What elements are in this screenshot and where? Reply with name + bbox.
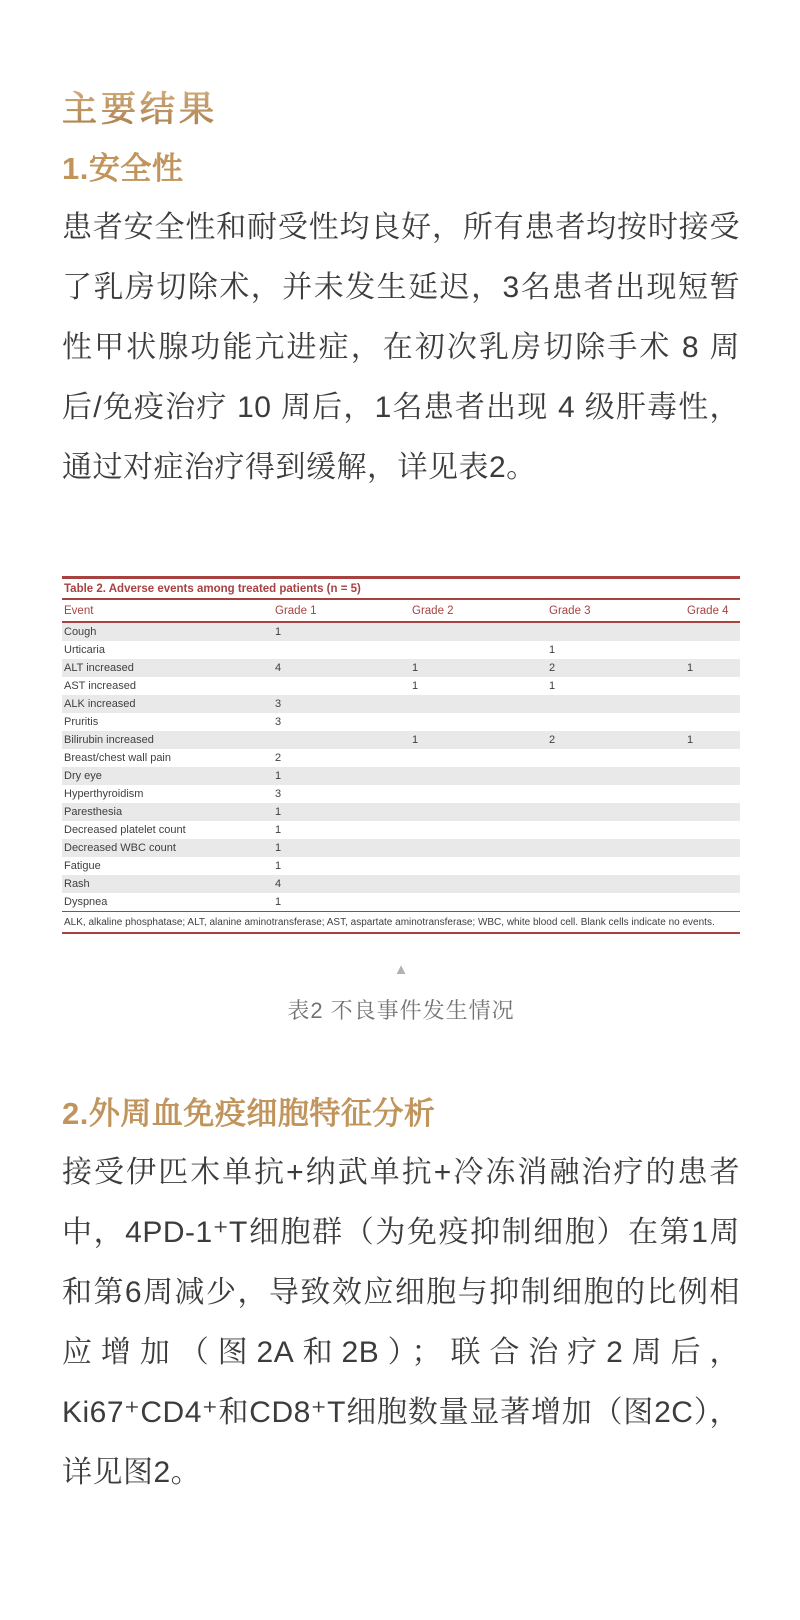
table-cell (410, 785, 547, 803)
table-row (62, 695, 740, 713)
table-cell (410, 893, 547, 911)
table-cell: 1 (275, 769, 282, 782)
table-cell (685, 821, 740, 839)
table-cell: 3 (275, 715, 282, 728)
table-row (62, 659, 740, 677)
table-cell (410, 623, 547, 641)
table-cell: Bilirubin increased (64, 733, 154, 746)
table-caption: 表2 不良事件发生情况 (287, 997, 515, 1023)
table-cell (410, 875, 547, 893)
collapse-triangle-icon: ▲ (393, 960, 409, 978)
table-cell: 1 (275, 895, 282, 908)
table-cell (410, 803, 547, 821)
table-cell (685, 749, 740, 767)
table-cell (685, 677, 740, 695)
table-cell: Pruritis (64, 715, 99, 728)
table-column-header: Grade 4 (687, 604, 729, 617)
table-cell: 1 (549, 643, 556, 656)
table-row (62, 875, 740, 893)
section1-heading: 1.安全性 (62, 151, 184, 186)
table-cell: Rash (64, 877, 90, 890)
table-header-row (62, 600, 740, 623)
section1-paragraph: 患者安全性和耐受性均良好，所有患者均按时接受了乳房切除术，并未发生延迟，3名患者出现短暂性甲状腺功能亢进症，在初次乳房切除手术 8 周后/免疫治疗 10 周后，1名患者出现 4 级肝毒性，通过对症治疗得到缓解，详见表2。 (62, 210, 740, 484)
table-cell (547, 893, 685, 911)
table-row (62, 731, 740, 749)
table-row (62, 623, 740, 641)
table-cell (410, 839, 547, 857)
table-cell (410, 767, 547, 785)
table-cell: 1 (687, 733, 694, 746)
table-cell (547, 695, 685, 713)
table-cell (685, 785, 740, 803)
table-cell: 4 (275, 661, 282, 674)
table-cell: Decreased WBC count (64, 841, 176, 854)
table-cell: 3 (275, 787, 282, 800)
table-cell (547, 875, 685, 893)
adverse-events-figure (62, 576, 740, 1025)
table-cell: 3 (275, 697, 282, 710)
table-cell: Dry eye (64, 769, 102, 782)
table-body (62, 623, 740, 911)
table-column-header: Event (64, 604, 94, 617)
table-cell (410, 713, 547, 731)
table-row (62, 893, 740, 911)
table-cell (547, 803, 685, 821)
table-cell (547, 713, 685, 731)
table-cell: Paresthesia (64, 805, 123, 818)
table-row (62, 857, 740, 875)
table-row (62, 749, 740, 767)
table-row (62, 785, 740, 803)
table-cell: 1 (275, 859, 282, 872)
table-footnote: ALK, alkaline phosphatase; ALT, alanine aminotransferase; AST, aspartate aminotransferase; WBC, white blood cell. Blank cells indicate no events. (62, 911, 740, 934)
table-cell: Decreased platelet count (64, 823, 186, 836)
table-column-header: Grade 3 (549, 604, 591, 617)
table-cell: 1 (412, 679, 419, 692)
table-cell (685, 695, 740, 713)
table-cell: 1 (412, 733, 419, 746)
table-cell (685, 839, 740, 857)
table-cell: 2 (549, 733, 556, 746)
table-cell (273, 731, 410, 749)
table-cell (410, 695, 547, 713)
table-cell (547, 857, 685, 875)
table-cell (685, 623, 740, 641)
table-column-header: Grade 2 (412, 604, 454, 617)
table-cell (685, 857, 740, 875)
table-cell (273, 641, 410, 659)
table-title: Table 2. Adverse events among treated patients (n = 5) (62, 579, 740, 600)
table-cell: 1 (412, 661, 419, 674)
table-cell: AST increased (64, 679, 136, 692)
table-cell (547, 749, 685, 767)
table-cell: Cough (64, 625, 97, 638)
table-cell: Fatigue (64, 859, 101, 872)
table-cell (685, 893, 740, 911)
table-cell (685, 713, 740, 731)
table-cell (273, 677, 410, 695)
table-cell: Breast/chest wall pain (64, 751, 171, 764)
table-cell (547, 623, 685, 641)
table-cell: 1 (549, 679, 556, 692)
table-column-header: Grade 1 (275, 604, 317, 617)
table-cell: 1 (687, 661, 694, 674)
table-row (62, 839, 740, 857)
table-cell (410, 857, 547, 875)
table-cell: 4 (275, 877, 282, 890)
table-cell: 1 (275, 805, 282, 818)
table-row (62, 767, 740, 785)
table-cell (685, 803, 740, 821)
table-cell: 2 (549, 661, 556, 674)
table-cell (547, 785, 685, 803)
table-cell (685, 641, 740, 659)
section2-paragraph: 接受伊匹木单抗+纳武单抗+冷冻消融治疗的患者中，4PD-1⁺T细胞群（为免疫抑制细胞）在第1周和第6周减少，导致效应细胞与抑制细胞的比例相应增加（图2A和2B）；联合治疗2周后，Ki67⁺CD4⁺和CD8⁺T细胞数量显著增加（图2C），详见图2。 (62, 1155, 740, 1489)
table-row (62, 641, 740, 659)
adverse-events-table (62, 576, 740, 934)
table-cell (547, 767, 685, 785)
table-cell: 1 (275, 625, 282, 638)
table-cell: Dyspnea (64, 895, 108, 908)
table-cell: Urticaria (64, 643, 105, 656)
table-cell (685, 767, 740, 785)
section-safety (62, 150, 740, 498)
table-cell (547, 839, 685, 857)
table-cell (410, 821, 547, 839)
page-title-row (62, 40, 740, 129)
table-row (62, 803, 740, 821)
table-row (62, 821, 740, 839)
table-cell: ALK increased (64, 697, 136, 710)
section2-heading: 2.外周血免疫细胞特征分析 (62, 1095, 436, 1131)
section-immune-cells (62, 1095, 740, 1503)
table-row (62, 713, 740, 731)
table-cell (685, 875, 740, 893)
table-cell: Hyperthyroidism (64, 787, 144, 800)
table-cell (410, 641, 547, 659)
table-cell: 1 (275, 823, 282, 836)
table-cell: ALT increased (64, 661, 134, 674)
table-cell (410, 749, 547, 767)
table-cell (547, 821, 685, 839)
table-cell: 1 (275, 841, 282, 854)
table-row (62, 677, 740, 695)
table-cell: 2 (275, 751, 282, 764)
page-title: 主要结果 (62, 88, 218, 132)
